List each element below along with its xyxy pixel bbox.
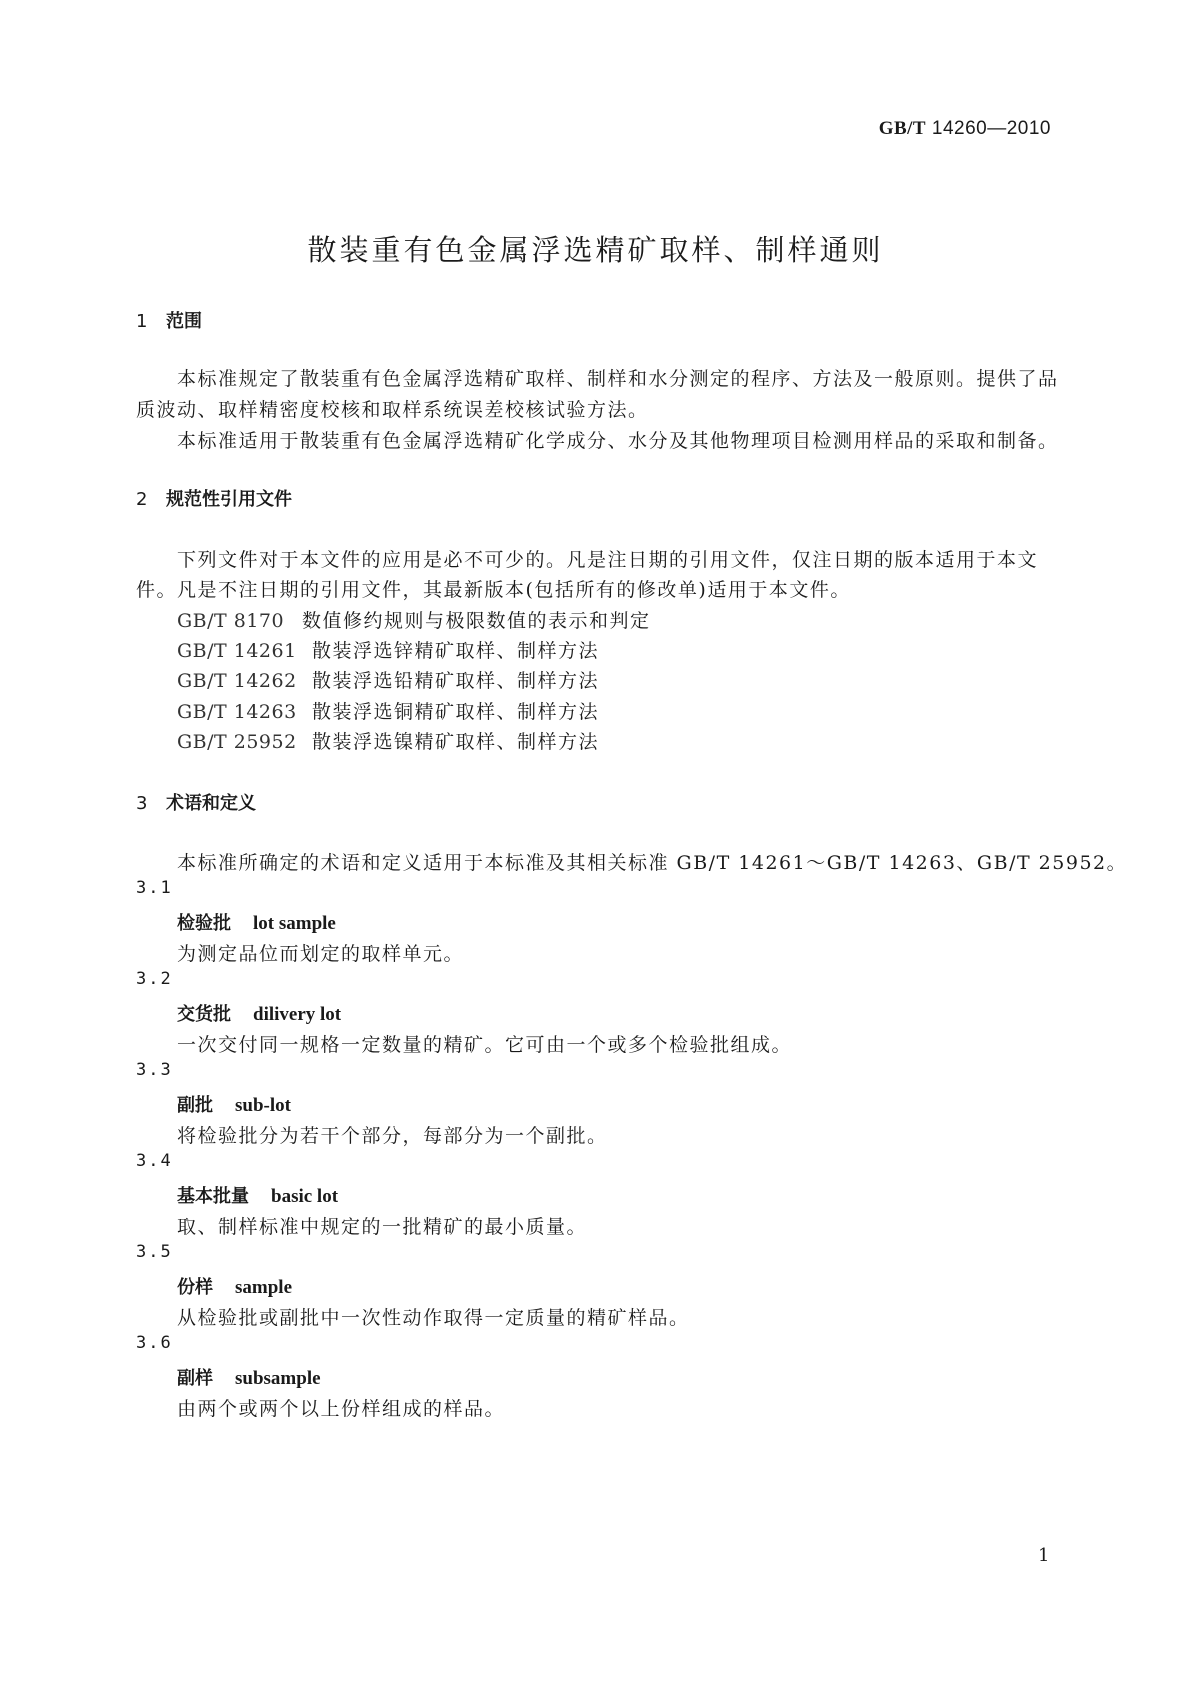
- section-heading-scope: [136, 307, 202, 333]
- term-entry: [177, 1000, 341, 1026]
- clause-number: 3.1: [136, 878, 173, 898]
- reference-code: GB/T 14263: [177, 701, 297, 723]
- term-zh: 基本批量: [177, 1186, 249, 1207]
- reference-item: [177, 666, 599, 693]
- reference-title: 散装浮选锌精矿取样、制样方法: [312, 640, 600, 662]
- section-title: 术语和定义: [166, 793, 256, 814]
- paragraph-line: 件。凡是不注日期的引用文件，其最新版本(包括所有的修改单)适用于本文件。: [136, 579, 851, 601]
- term-entry: [177, 1091, 291, 1117]
- section-heading-normative-refs: [136, 485, 292, 511]
- page-number: 1: [1038, 1545, 1050, 1566]
- section-title: 范围: [166, 311, 202, 332]
- reference-item: [177, 636, 599, 663]
- reference-item: [177, 697, 599, 724]
- section-number: 2: [136, 489, 148, 510]
- reference-item: [177, 727, 599, 754]
- term-zh: 交货批: [177, 1004, 231, 1025]
- paragraph-line: 本标准适用于散装重有色金属浮选精矿化学成分、水分及其他物理项目检测用样品的采取和制备。: [177, 430, 1059, 452]
- term-en: sample: [235, 1277, 292, 1298]
- term-en: subsample: [235, 1368, 321, 1389]
- term-definition: 取、制样标准中规定的一批精矿的最小质量。: [177, 1216, 588, 1238]
- term-zh: 副批: [177, 1095, 213, 1116]
- paragraph-line: 质波动、取样精密度校核和取样系统误差校核试验方法。: [136, 399, 649, 421]
- reference-title: 数值修约规则与极限数值的表示和判定: [302, 610, 651, 632]
- paragraph-line: 本标准所确定的术语和定义适用于本标准及其相关标准 GB/T 14261～GB/T 14263、GB/T 25952。: [177, 852, 1128, 874]
- reference-code: GB/T 14261: [177, 640, 297, 662]
- clause-number: 3.5: [136, 1242, 173, 1262]
- clause-number: 3.4: [136, 1151, 173, 1171]
- reference-code: GB/T 25952: [177, 731, 297, 753]
- reference-title: 散装浮选铜精矿取样、制样方法: [312, 701, 600, 723]
- reference-item: [177, 606, 651, 633]
- standard-prefix: GB/T: [878, 118, 927, 139]
- term-entry: [177, 909, 336, 935]
- reference-title: 散装浮选镍精矿取样、制样方法: [312, 731, 600, 753]
- term-entry: [177, 1273, 292, 1299]
- term-definition: 一次交付同一规格一定数量的精矿。它可由一个或多个检验批组成。: [177, 1034, 793, 1056]
- clause-number: 3.6: [136, 1333, 173, 1353]
- term-zh: 份样: [177, 1277, 213, 1298]
- reference-code: GB/T 8170: [177, 610, 285, 632]
- term-definition: 从检验批或副批中一次性动作取得一定质量的精矿样品。: [177, 1307, 690, 1329]
- term-definition: 由两个或两个以上份样组成的样品。: [177, 1398, 506, 1420]
- term-definition: 为测定品位而划定的取样单元。: [177, 943, 465, 965]
- clause-number: 3.2: [136, 969, 173, 989]
- term-en: sub-lot: [235, 1095, 291, 1116]
- paragraph-line: 本标准规定了散装重有色金属浮选精矿取样、制样和水分测定的程序、方法及一般原则。提供了品: [177, 368, 1059, 390]
- clause-number: 3.3: [136, 1060, 173, 1080]
- term-en: basic lot: [271, 1186, 339, 1207]
- standard-number: 14260—2010: [931, 118, 1051, 139]
- reference-code: GB/T 14262: [177, 670, 297, 692]
- document-title: 散装重有色金属浮选精矿取样、制样通则: [307, 233, 884, 267]
- term-entry: [177, 1182, 338, 1208]
- section-title: 规范性引用文件: [166, 489, 292, 510]
- section-number: 1: [136, 311, 148, 332]
- term-definition: 将检验批分为若干个部分，每部分为一个副批。: [177, 1125, 608, 1147]
- term-zh: 检验批: [177, 913, 231, 934]
- section-heading-terms: [136, 789, 256, 815]
- term-en: lot sample: [253, 913, 336, 934]
- standard-code: [879, 118, 1051, 140]
- term-zh: 副样: [177, 1368, 213, 1389]
- paragraph-line: 下列文件对于本文件的应用是必不可少的。凡是注日期的引用文件，仅注日期的版本适用于本文: [177, 549, 1039, 571]
- term-en: dilivery lot: [253, 1004, 342, 1025]
- term-entry: [177, 1364, 321, 1390]
- section-number: 3: [136, 793, 148, 814]
- reference-title: 散装浮选铅精矿取样、制样方法: [312, 670, 600, 692]
